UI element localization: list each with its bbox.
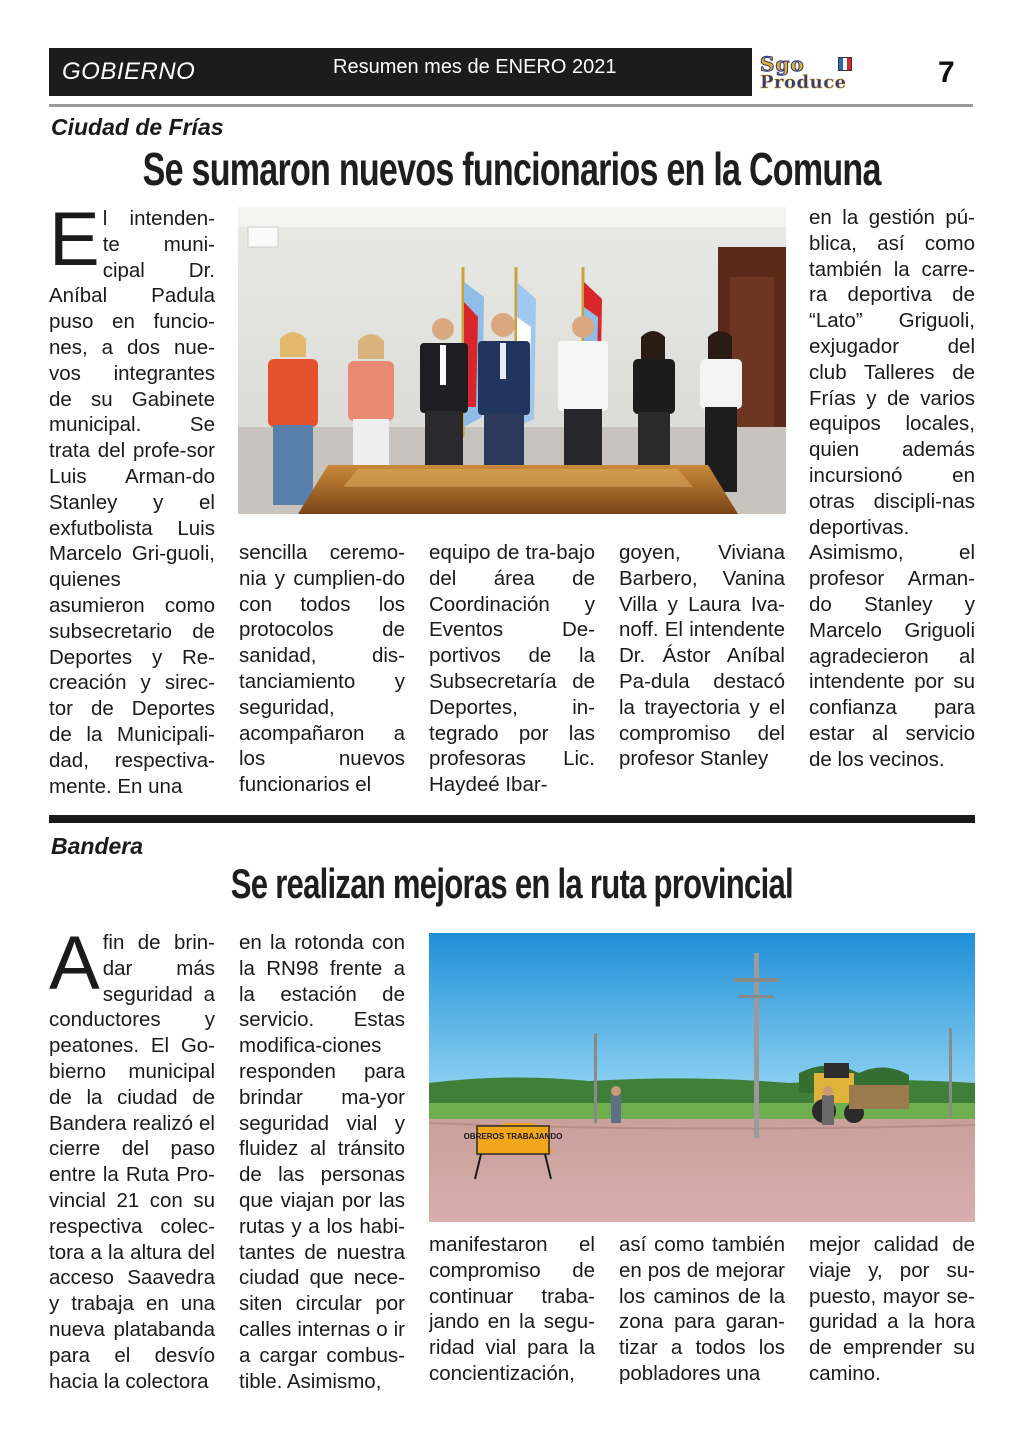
flag-icon	[838, 57, 852, 71]
article1-headline	[0, 142, 1024, 196]
article1-col2-text: sencilla ceremo-nia y cumplien-do con todos los protocolos de sanidad, dis-tanciamiento y seguridad, acompañaron a los nuevos funcionarios el	[239, 541, 405, 797]
article2-col3-text: manifestaron el compromiso de continuar traba-jando en la segu-ridad vial para la concientización,	[429, 1233, 595, 1385]
sign-text: OBREROS TRABAJANDO	[463, 1132, 563, 1141]
article1-drop-cap: E	[49, 206, 100, 282]
article2-headline	[0, 860, 1024, 908]
article1-column-1	[49, 206, 215, 798]
article1-column-3	[429, 540, 595, 798]
article1-column-5	[809, 205, 975, 799]
logo-top-text: Sgo	[760, 52, 805, 76]
article1-col5-text: en la gestión pú-blica, así como también la carre-ra deportiva de “Lato” Griguoli, exjugador del club Talleres de Frías y de varios equipos locales, quien además incursionó en otras discipli-nas deportivas. Asimismo, el profesor Arman-do Stanley y Marcelo Griguoli agradecieron al intendente por su confianza para estar al servicio de los vecinos.	[809, 206, 975, 771]
article1-col1-text: l intenden-te muni-cipal Dr. Aníbal Padula puso en funcio-nes, a dos nue-vos integrantes de su Gabinete municipal. Se trata del profe-sor Luis Arman-do Stanley y el exfutbolista Luis Marcelo Gri-guoli, quienes asumieron como subsecretario de Deportes y Re-creación y sirec-tor de Deportes de la Municipali-dad, respectiva-mente. En una	[49, 207, 215, 798]
article2-col2-text: en la rotonda con la RN98 frente a la estación de servicio. Estas modifica-ciones responden para brindar ma-yor seguridad vial y fluidez al tránsito de las personas que viajan por las rutas y a los habi-tantes de nuestra ciudad que nece-siten circular por calles internas o ir a cargar combus-tible. Asimismo,	[239, 931, 405, 1393]
article2-headline-text: Se realizan mejoras en la ruta provincial	[230, 860, 794, 907]
article2-photo	[429, 933, 975, 1222]
logo-bottom-text: Produce	[760, 72, 847, 93]
article2-col1-text: fin de brin-dar más seguridad a conductores y peatones. El Go-bierno municipal de la ciudad de Bandera realizó el cierre del paso entre la Ruta Pro-vincial 21 con su respectiva colec-tora a la altura del acceso Saavedra y trabaja en una nueva platabanda para el desvío hacia la colectora	[49, 931, 215, 1393]
article1-col3-text: equipo de tra-bajo del área de Coordinación y Eventos De-portivos de la Subsecretaría de Deportes, in-tegrado por las profesoras Lic. Haydeé Ibar-	[429, 541, 595, 797]
page-number: 7	[938, 56, 955, 89]
article1-headline-text: Se sumaron nuevos funcionarios en la Comuna	[142, 143, 882, 195]
article2-kicker: Bandera	[51, 833, 144, 859]
article2-col5-text: mejor calidad de viaje y, por su-puesto, mayor se-guridad a la hora de emprender su camino.	[809, 1233, 975, 1385]
article2-column-5	[809, 1232, 975, 1394]
article1-photo	[238, 207, 786, 514]
article2-column-4	[619, 1232, 785, 1394]
section-label: GOBIERNO	[62, 58, 196, 85]
section-divider	[49, 815, 975, 823]
article2-col4-text: así como también en pos de mejorar los caminos de la zona para garan-tizar a todos los pobladores una	[619, 1233, 785, 1385]
article2-drop-cap: A	[49, 930, 100, 1006]
article2-column-3	[429, 1232, 595, 1394]
issue-label: Resumen mes de ENERO 2021	[333, 56, 617, 78]
article2-column-1	[49, 930, 215, 1395]
article1-kicker: Ciudad de Frías	[51, 114, 224, 140]
article2-column-2	[239, 930, 405, 1395]
header-rule	[49, 104, 973, 107]
publication-logo	[756, 50, 906, 94]
article1-column-4	[619, 540, 785, 798]
article1-column-2	[239, 540, 405, 798]
article1-col4-text: goyen, Viviana Barbero, Vanina Villa y Laura Iva-noff. El intendente Dr. Ástor Aníbal Pa-dula destacó la trayectoria y el compromiso del profesor Stanley	[619, 541, 785, 771]
